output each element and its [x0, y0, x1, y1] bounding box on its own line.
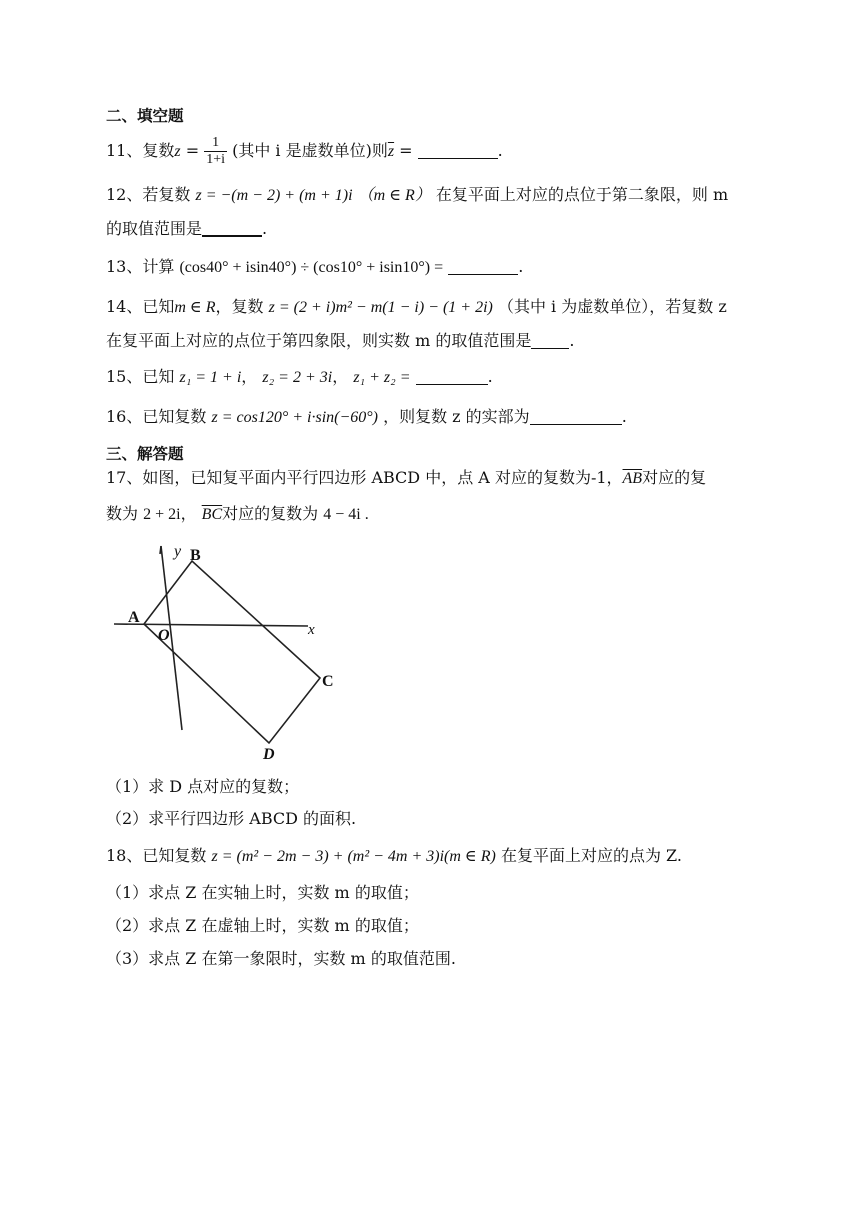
- q13-end: .: [518, 257, 524, 276]
- question-12-line2: [106, 218, 267, 240]
- question-18: [106, 845, 682, 868]
- y-axis-arrow: [160, 546, 161, 554]
- label-d: D: [263, 746, 275, 763]
- q14-prefix: 14、已知: [106, 297, 175, 316]
- q11-frac-den: 1+i: [206, 152, 225, 167]
- q18-expression: z = (m² − 2m − 3) + (m² − 4m + 3)i(m ∈ R): [211, 848, 496, 865]
- q18-text: 在复平面上对应的点为 Z.: [500, 846, 682, 865]
- q15-end: .: [487, 367, 493, 386]
- q18-prefix: 18、已知复数: [106, 846, 207, 865]
- q16-end: .: [621, 407, 627, 426]
- question-15: 15、已知 z₁ = 1 + i， z₂ = 2 + 3i， z₁ + z₂ = .: [106, 367, 493, 386]
- question-17: [106, 467, 706, 490]
- parallelogram-figure: [112, 538, 352, 763]
- section-heading-solve: 三、解答题: [106, 445, 184, 463]
- q15-z2: z₂ = 2 + 3i: [262, 369, 333, 386]
- q11-frac-num: 1: [204, 135, 227, 152]
- q12-expression: z = −(m − 2) + (m + 1)i: [195, 187, 353, 204]
- q17-value-ab: 2 + 2i: [143, 506, 181, 523]
- label-o: O: [158, 627, 170, 644]
- q16-answer-blank[interactable]: [530, 408, 622, 425]
- q11-end: .: [497, 141, 503, 160]
- q11-answer-blank[interactable]: [418, 142, 498, 159]
- q18-subquestion-1: （1）求点 Z 在实轴上时，实数 m 的取值；: [106, 883, 419, 902]
- q17-line1: 17、如图，已知复平面内平行四边形 ABCD 中，点 A 对应的复数为-1，: [106, 468, 623, 487]
- q18-subquestion-2: （2）求点 Z 在虚轴上时，实数 m 的取值；: [106, 916, 419, 935]
- q17-subquestion-2: （2）求平行四边形 ABCD 的面积.: [106, 809, 357, 828]
- parallelogram-abcd: [144, 561, 320, 743]
- q13-expression: (cos40° + isin40°) ÷ (cos10° + isin10°) =: [179, 259, 444, 276]
- q15-sum: z₁ + z₂ =: [353, 369, 411, 386]
- q14-expression: z = (2 + i)m² − m(1 − i) − (1 + 2i): [268, 299, 493, 316]
- question-14: [106, 296, 727, 319]
- q11-prefix: 11、复数: [106, 141, 175, 160]
- q16-text: ，则复数 z 的实部为: [383, 407, 530, 426]
- question-17-line2: 数为 2 + 2i， $\overline{BC}$对应的复数为 4 − 4i .: [106, 504, 369, 523]
- q12-answer-blank[interactable]: [202, 219, 262, 237]
- q14-mid: ，复数: [215, 297, 264, 316]
- q15-prefix: 15、已知: [106, 367, 175, 386]
- question-16: [106, 406, 627, 429]
- q15-answer-blank[interactable]: [416, 368, 488, 385]
- q16-expression: z = cos120° + i·sin(−60°): [211, 409, 378, 426]
- q14-text: （其中 i 为虚数单位），若复数 z: [497, 297, 727, 316]
- q14-condition: m ∈ R: [174, 299, 216, 316]
- q11-fraction: [204, 135, 227, 168]
- q12-condition: （m ∈ R）: [357, 187, 431, 204]
- question-13: [106, 256, 523, 279]
- q16-prefix: 16、已知复数: [106, 407, 207, 426]
- q17-line1b: 对应的复: [642, 468, 707, 487]
- question-14-line2: [106, 330, 574, 352]
- q13-prefix: 13、计算: [106, 257, 175, 276]
- question-12: [106, 184, 728, 207]
- section-heading-fill-blank: 二、填空题: [106, 107, 184, 125]
- label-b: B: [190, 547, 201, 564]
- q12-end: .: [262, 219, 268, 238]
- q14-line2: 在复平面上对应的点位于第四象限，则实数 m 的取值范围是: [106, 331, 532, 350]
- label-x: x: [308, 622, 315, 638]
- q17-line2b: 对应的复数为: [222, 504, 319, 523]
- q17-subquestion-1: （1）求 D 点对应的复数；: [106, 777, 300, 796]
- x-axis: [114, 624, 308, 626]
- q15-z1: z₁ = 1 + i: [179, 369, 242, 386]
- question-11: 11、复数z = $\frac{1}{1+i}$ (其中 i 是虚数单位)则$\overline{z}$ = .: [106, 135, 503, 167]
- q13-answer-blank[interactable]: [448, 258, 518, 275]
- q12-text: 在复平面上对应的点位于第二象限，则 m: [435, 185, 729, 204]
- q17-vector-ab: $\overline{AB}$: [622, 470, 643, 487]
- q14-answer-blank[interactable]: [531, 332, 569, 349]
- q18-subquestion-3: （3）求点 Z 在第一象限时，实数 m 的取值范围.: [106, 949, 456, 968]
- label-y: y: [174, 543, 182, 560]
- q17-vector-bc: $\overline{BC}$: [201, 506, 223, 523]
- label-a: A: [128, 609, 140, 626]
- q17-value-bc: 4 − 4i .: [323, 506, 369, 523]
- q11-middle: (其中 i 是虚数单位)则: [232, 141, 388, 160]
- q12-line2: 的取值范围是: [106, 219, 203, 238]
- label-c: C: [322, 673, 334, 690]
- q14-end: .: [569, 331, 575, 350]
- q12-prefix: 12、若复数: [106, 185, 191, 204]
- q17-line2a: 数为: [106, 504, 139, 523]
